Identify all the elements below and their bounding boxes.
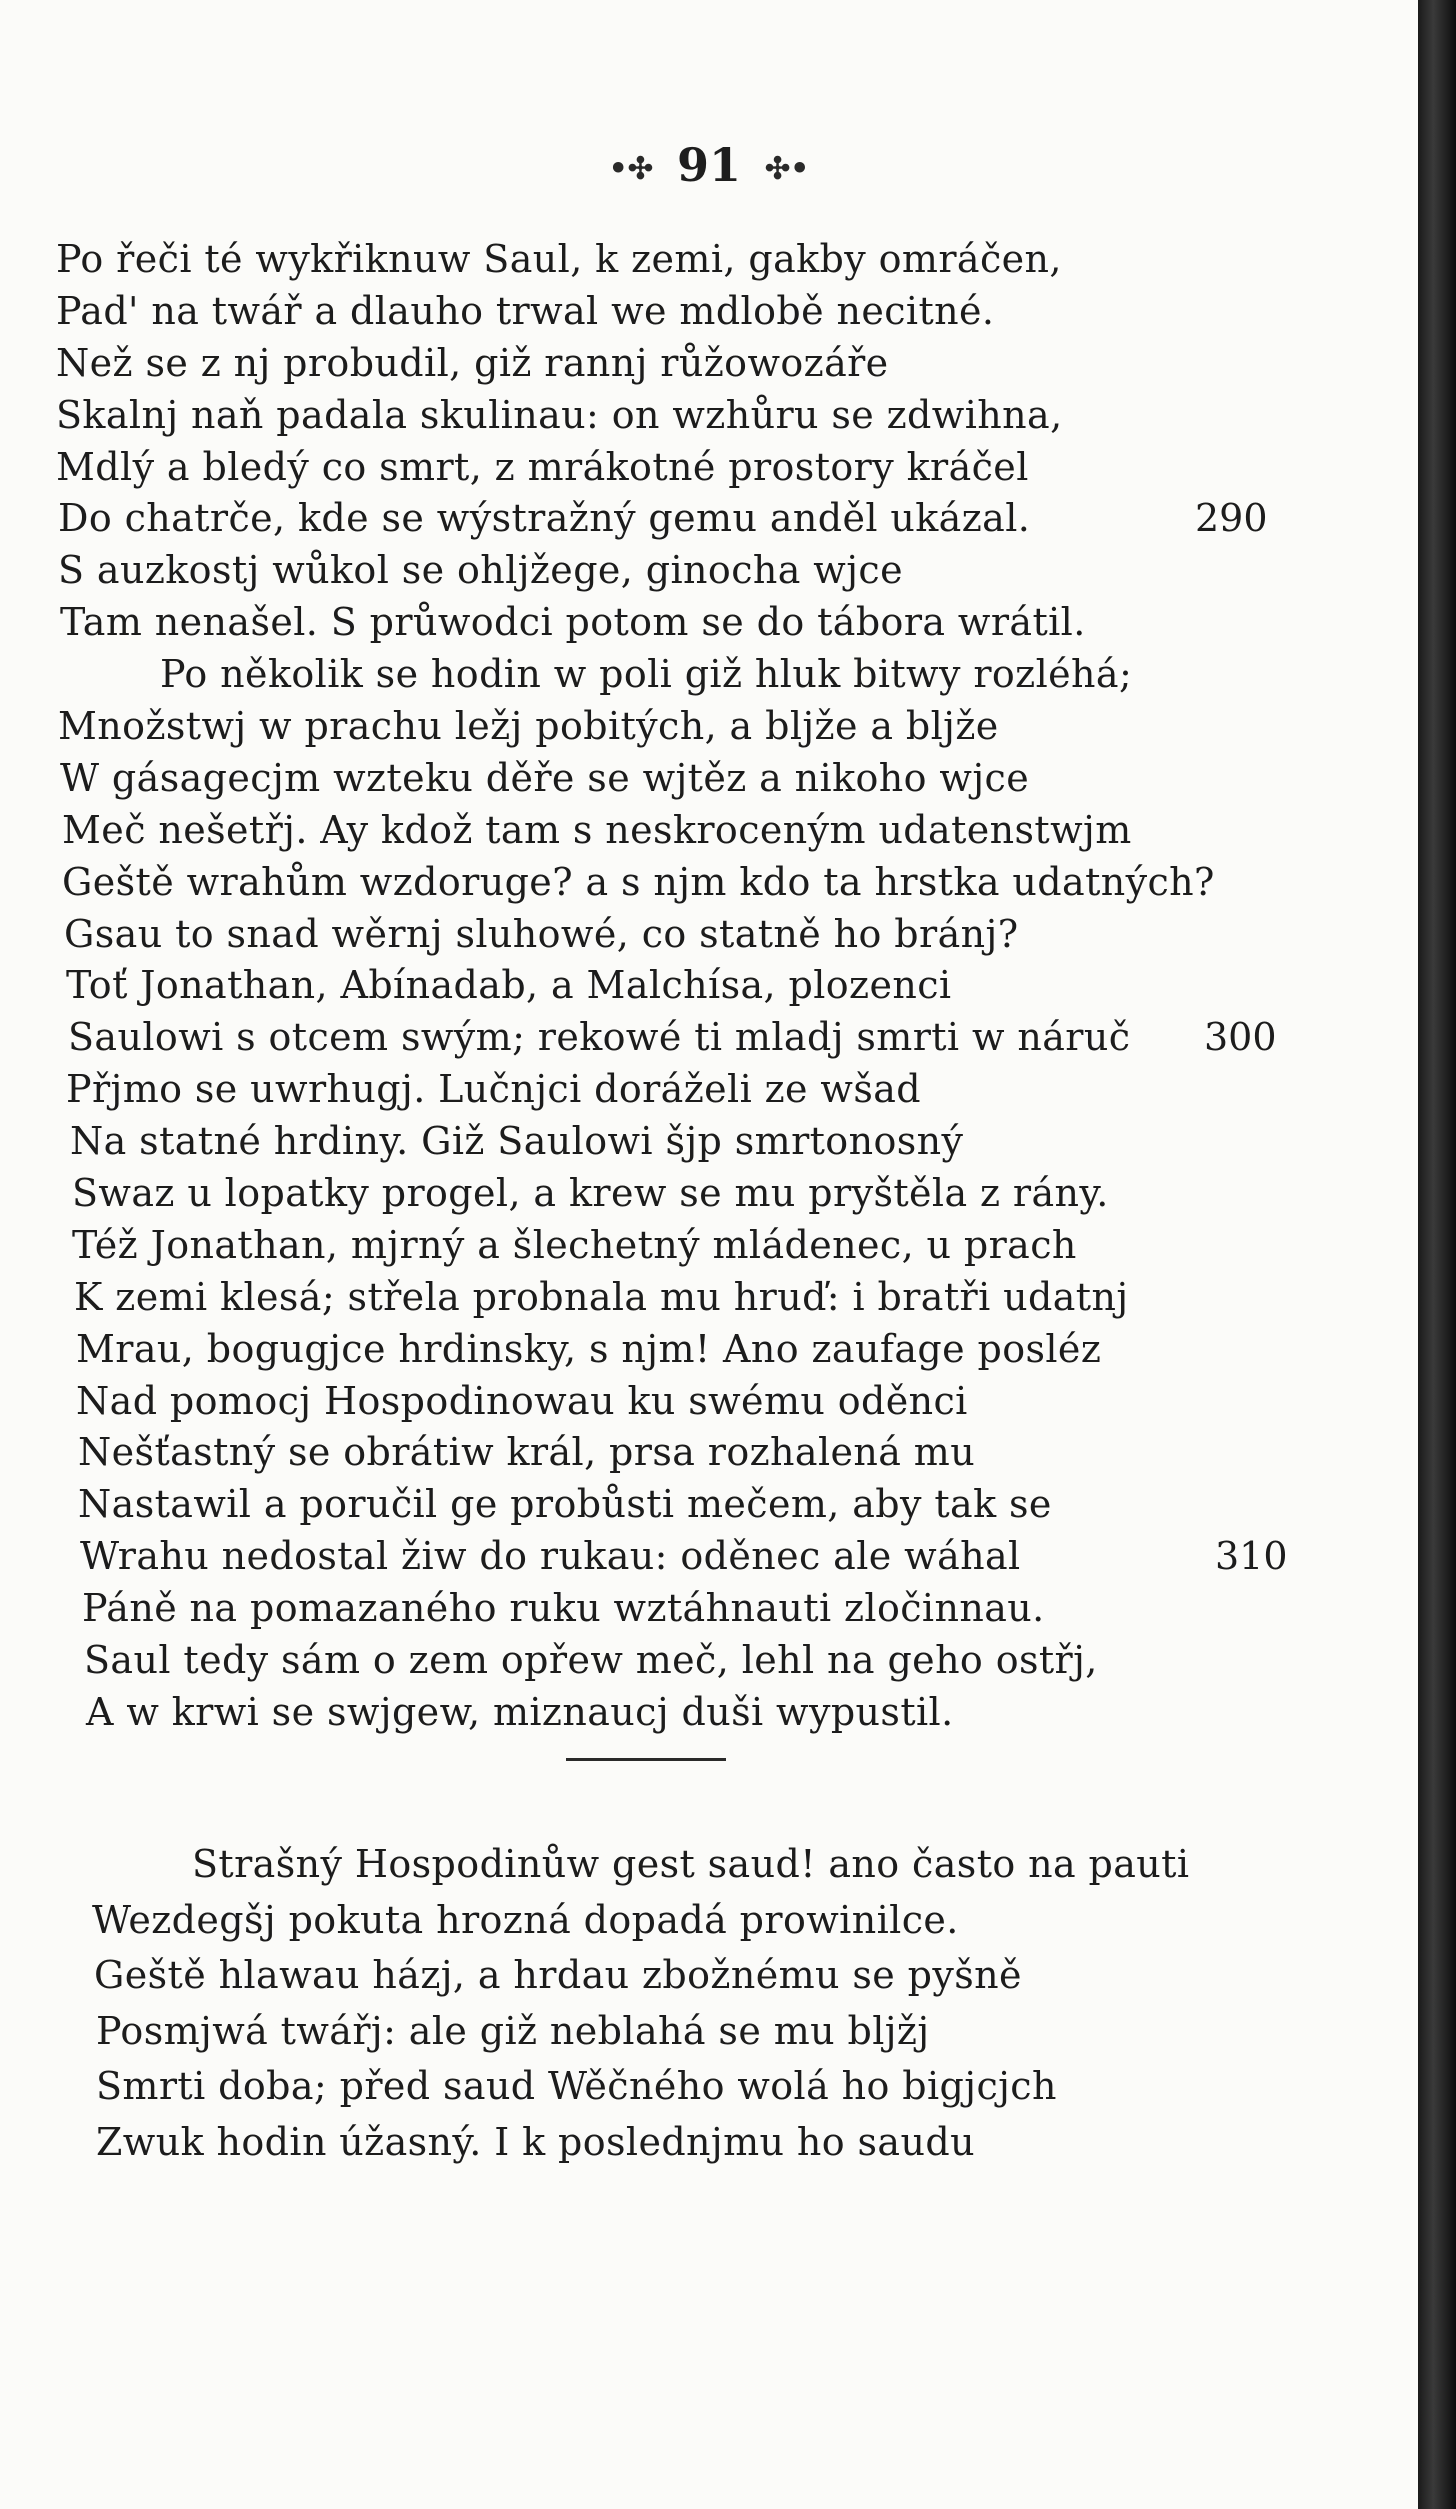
verse-line: Po několik se hodin w poli giž hluk bitwy rozléhá; bbox=[160, 652, 1133, 697]
verse-line: Mdlý a bledý co smrt, z mrákotné prostory kráčel bbox=[56, 444, 1029, 489]
verse-line: Mrau, bogugjce hrdinsky, s njm! Ano zaufage posléz bbox=[76, 1326, 1102, 1371]
verse-line: Wezdegšj pokuta hrozná dopadá prowinilce. bbox=[92, 1897, 959, 1942]
page-header bbox=[0, 138, 1418, 192]
verse-line: W gásagecjm wzteku děře se wjtěz a nikoho wjce bbox=[60, 755, 1030, 800]
verse-line: Posmjwá twářj: ale giž neblahá se mu bljžj bbox=[96, 2008, 930, 2053]
verse-line: Páně na pomazaného ruku wztáhnauti zločinnau. bbox=[82, 1586, 1045, 1631]
header-ornament-right: ✣• bbox=[765, 151, 810, 187]
verse-line: Do chatrče, kde se wýstražný gemu anděl ukázal. bbox=[58, 496, 1031, 541]
verse-line: Nešťastný se obrátiw král, prsa rozhalená mu bbox=[78, 1430, 976, 1475]
verse-line: Meč nešetřj. Ay kdož tam s neskroceným udatenstwjm bbox=[62, 807, 1132, 852]
verse-line: K zemi klesá; střela probnala mu hruď: i bratři udatnj bbox=[74, 1274, 1129, 1319]
scan-edge bbox=[1418, 0, 1456, 2509]
verse-line: Smrti doba; před saud Wěčného wolá ho bigjcjch bbox=[96, 2064, 1057, 2108]
verse-line: Saulowi s otcem swým; rekowé ti mladj smrti w náruč bbox=[68, 1015, 1131, 1060]
verse-line: Množstwj w prachu ležj pobitých, a bljže a bljže bbox=[58, 703, 999, 748]
line-number: 300 bbox=[1204, 1015, 1277, 1060]
verse-line: Swaz u lopatky progel, a krew se mu pryštěla z rány. bbox=[72, 1170, 1109, 1215]
verse-line: S auzkostj wůkol se ohljžege, ginocha wjce bbox=[58, 548, 903, 593]
verse-line: Saul tedy sám o zem opřew meč, lehl na geho ostřj, bbox=[84, 1637, 1098, 1682]
verse-line: Zwuk hodin úžasný. I k poslednjmu ho saudu bbox=[96, 2119, 975, 2164]
verse-line: Po řeči té wykřiknuw Saul, k zemi, gakby omráčen, bbox=[56, 237, 1062, 281]
verse-line: Nad pomocj Hospodinowau ku swému oděnci bbox=[76, 1378, 968, 1423]
verse-line: Tam nenašel. S průwodci potom se do tábora wrátil. bbox=[60, 600, 1086, 645]
line-number: 310 bbox=[1215, 1534, 1288, 1579]
verse-line: Pad' na twář a dlauho trwal we mdlobě necitné. bbox=[56, 288, 995, 333]
line-number: 290 bbox=[1195, 496, 1268, 541]
verse-line: Strašný Hospodinůw gest saud! ano často na pauti bbox=[192, 1842, 1190, 1886]
verse-line: A w krwi se swjgew, miznaucj duši wypustil. bbox=[86, 1689, 954, 1734]
verse-line: Než se z nj probudil, giž rannj růžowozáře bbox=[56, 340, 889, 385]
header-ornament-left: •✣ bbox=[608, 151, 653, 187]
verse-line: Též Jonathan, mjrný a šlechetný mládenec, u prach bbox=[72, 1222, 1077, 1267]
verse-line: Přjmo se uwrhugj. Lučnjci doráželi ze wšad bbox=[66, 1067, 922, 1112]
section-divider bbox=[566, 1758, 726, 1761]
verse-line: Nastawil a poručil ge probůsti mečem, aby tak se bbox=[78, 1482, 1052, 1527]
verse-line: Toť Jonathan, Abínadab, a Malchísa, plozenci bbox=[66, 963, 952, 1008]
verse-line: Na statné hrdiny. Giž Saulowi šjp smrtonosný bbox=[70, 1119, 964, 1164]
page-number: 91 bbox=[676, 138, 741, 192]
verse-line: Wrahu nedostal žiw do rukau: oděnec ale wáhal bbox=[80, 1534, 1021, 1579]
verse-line: Geště wrahům wzdoruge? a s njm kdo ta hrstka udatných? bbox=[62, 859, 1215, 904]
verse-line: Skalnj naň padala skulinau: on wzhůru se zdwihna, bbox=[56, 392, 1063, 437]
verse-line: Geště hlawau házj, a hrdau zbožnému se pyšně bbox=[94, 1953, 1022, 1997]
verse-line: Gsau to snad wěrnj sluhowé, co statně ho bránj? bbox=[64, 911, 1019, 956]
